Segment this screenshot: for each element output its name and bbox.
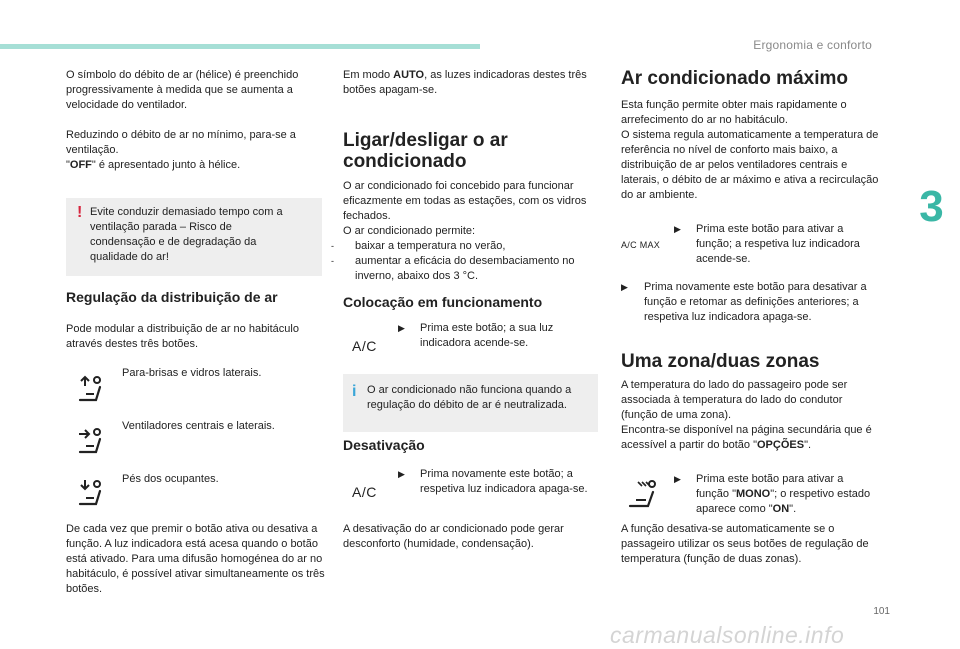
zones-intro <box>621 378 879 453</box>
mono-seat-icon[interactable] <box>626 479 660 509</box>
ac-allows-text: O ar condicionado permite: <box>343 225 476 237</box>
start-instruction-text: Prima este botão; a sua luz indicadora acende-se. <box>420 322 554 349</box>
zones-outro: A função desativa-se automaticamente se o passageiro utilizar os seus botões de regulação de temperatura (função de duas zonas). <box>621 523 869 565</box>
start-instruction <box>398 321 594 351</box>
distribution-item-label: Ventiladores centrais e laterais. <box>122 420 275 432</box>
warning-text: Evite conduzir demasiado tempo com a ventilação parada – Risco de condensação e de degradação da qualidade do ar! <box>90 206 283 263</box>
arrow-bullet-icon: ▶ <box>621 282 628 292</box>
ac-max-system-text: O sistema regula automaticamente a temperatura de referência no nível de conforto mais baixo, a distribuição de ar pelos ventiladores centrais e laterais, o débito de ar máximo e ativa a recirculação do ar ambiente. <box>621 129 879 201</box>
arrow-bullet-icon: ▶ <box>398 469 405 479</box>
ac-on-off-heading: Ligar/desligar o ar condicionado <box>343 130 508 172</box>
ac-max-on-text: Prima este botão para ativar a função; a respetiva luz indicadora acende-se. <box>696 223 860 265</box>
deactivation-outro: A desativação do ar condicionado pode gerar desconforto (humidade, condensação). <box>343 523 564 550</box>
vents-distribution-icon[interactable] <box>76 426 106 456</box>
ac-max-heading: Ar condicionado máximo <box>621 68 848 89</box>
deactivation-instruction-text: Prima novamente este botão; a respetiva luz indicadora apaga-se. <box>420 468 588 495</box>
info-box <box>343 374 598 432</box>
feet-distribution-icon[interactable] <box>76 478 106 508</box>
windscreen-distribution-icon[interactable] <box>76 374 106 404</box>
warning-box <box>66 198 322 276</box>
ac-max-off-instruction <box>621 280 879 325</box>
chapter-number: 3 <box>919 182 944 231</box>
arrow-bullet-icon: ▶ <box>674 224 681 234</box>
distribution-heading: Regulação da distribuição de ar <box>66 289 278 305</box>
options-paragraph: Encontra-se disponível na página secundária que é acessível a partir do botão "OPÇÕES". <box>621 424 872 451</box>
mono-instruction <box>674 472 874 517</box>
ac-max-off-text: Prima novamente este botão para desativar a função e retomar as definições anteriores; a respetiva luz indicadora apaga-se. <box>644 281 867 323</box>
zones-intro-text: A temperatura do lado do passageiro pode ser associada à temperatura do lado do condutor (função de uma zona). <box>621 379 848 421</box>
ac-intro-text: O ar condicionado foi concebido para funcionar eficazmente em todas as estações, com os vidros fechados. <box>343 180 587 222</box>
ac-max-intro-text: Esta função permite obter mais rapidamente o arrefecimento do ar no habitáculo. <box>621 99 847 126</box>
info-icon: i <box>352 383 357 400</box>
list-item: - aumentar a eficácia do desembaciamento no inverno, abaixo dos 3 °C. <box>331 255 575 282</box>
fan-off-text: Reduzindo o débito de ar no mínimo, para-se a ventilação. <box>66 129 296 156</box>
mono-instruction-text: Prima este botão para ativar a função "MONO"; o respetivo estado aparece como "ON". <box>696 473 871 515</box>
start-heading: Colocação em funcionamento <box>343 294 543 310</box>
header-accent-bar <box>0 44 480 49</box>
deactivation-instruction <box>398 467 594 497</box>
distribution-outro: De cada vez que premir o botão ativa ou desativa a função. A luz indicadora está acesa quando o botão está ativado. Para uma difusão homogénea do ar no habitáculo, é possível ativar simultaneamente os três botões. <box>66 523 325 595</box>
watermark: carmanualsonline.info <box>610 622 845 648</box>
off-display-text: "OFF" é apresentado junto à hélice. <box>66 159 241 171</box>
list-item: - baixar a temperatura no verão, <box>331 240 506 252</box>
ac-max-intro <box>621 98 879 203</box>
deactivation-heading: Desativação <box>343 437 425 453</box>
info-text: O ar condicionado não funciona quando a regulação do débito de ar é neutralizada. <box>367 384 572 411</box>
ac-button-icon[interactable]: A/C <box>352 338 377 354</box>
page-number: 101 <box>873 606 890 617</box>
distribution-item-label: Para-brisas e vidros laterais. <box>122 367 262 379</box>
arrow-bullet-icon: ▶ <box>674 474 681 484</box>
warning-exclamation-icon: ! <box>77 204 83 221</box>
ac-button-icon[interactable]: A/C <box>352 484 377 500</box>
fan-off-paragraph <box>66 128 328 173</box>
ac-max-button-icon[interactable]: A/C MAX <box>621 240 661 250</box>
auto-mode-paragraph: Em modo AUTO, as luzes indicadoras destes três botões apagam-se. <box>343 69 587 96</box>
ac-intro <box>331 179 599 284</box>
distribution-item-label: Pés dos ocupantes. <box>122 473 219 485</box>
distribution-intro: Pode modular a distribuição de ar no habitáculo através destes três botões. <box>66 323 299 350</box>
zones-heading: Uma zona/duas zonas <box>621 351 820 372</box>
fan-symbol-paragraph: O símbolo do débito de ar (hélice) é preenchido progressivamente à medida que se aumenta a velocidade do ventilador. <box>66 69 299 111</box>
section-title: Ergonomia e conforto <box>753 38 872 52</box>
arrow-bullet-icon: ▶ <box>398 323 405 333</box>
ac-max-on-instruction <box>674 222 874 267</box>
